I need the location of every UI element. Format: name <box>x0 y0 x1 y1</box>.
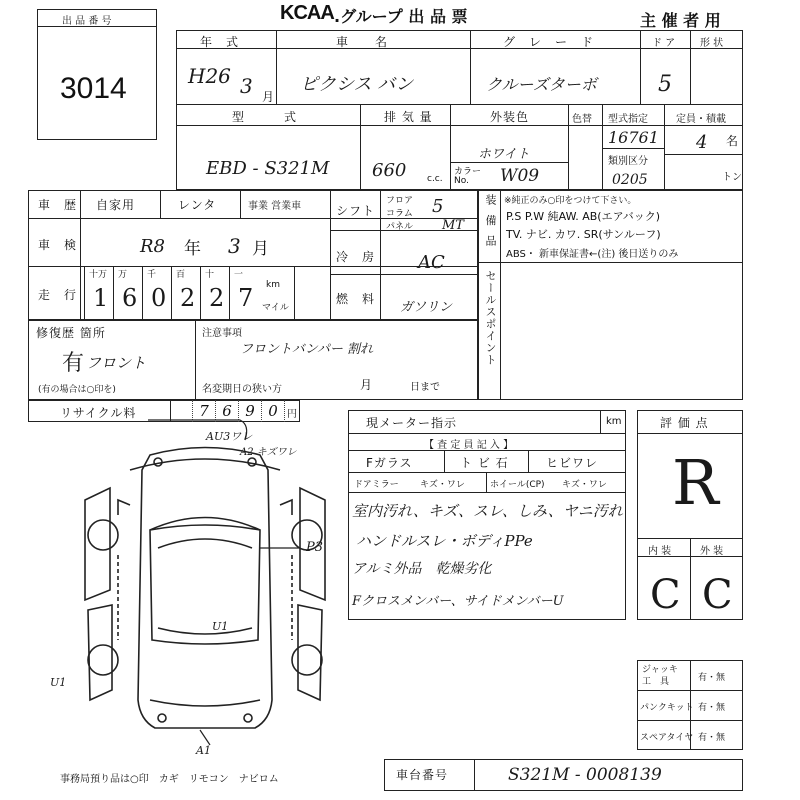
repair-text: フロント <box>86 354 147 372</box>
org-logo: KCAA <box>280 2 334 24</box>
shape-label: 形 状 <box>700 38 724 49</box>
month-unit: 月 <box>262 90 276 104</box>
recycle-unit: 円 <box>287 409 297 420</box>
damage-note-u1-side: U1 <box>50 676 67 689</box>
sales-point-label: セールスポイント <box>484 270 497 366</box>
row2-scratch-1: キズ・ワレ <box>420 480 465 490</box>
mileage-place-label: 千 <box>147 270 157 280</box>
capacity-label: 定員・積載 <box>676 114 726 125</box>
recycle-digit: 6 <box>216 400 239 422</box>
mileage-label: 走 行 <box>38 288 78 302</box>
damage-note-au3: AU3ワレ <box>206 430 253 443</box>
door-label: ド ア <box>652 38 676 49</box>
person-unit: 名 <box>726 134 740 148</box>
inspector-note-1: 室内汚れ、キズ、スレ、しみ、ヤニ汚れ <box>352 502 623 520</box>
displacement-label: 排 気 量 <box>384 110 433 124</box>
row2-door-mirror: ドアミラー <box>354 480 399 490</box>
year-label: 年 式 <box>200 35 240 49</box>
mileage-place-label: 一 <box>234 270 244 280</box>
interior-label: 内 装 <box>648 546 672 557</box>
repair-mark: 有 <box>62 351 85 376</box>
mileage-digit-cell <box>84 266 113 320</box>
mileage-place-label: 十 <box>205 270 215 280</box>
shift-column: コラム <box>386 209 413 219</box>
col-crack: ヒビワレ <box>546 456 599 470</box>
color-value: ホワイト <box>478 147 530 162</box>
expiry-day-unit: 日まで <box>410 382 440 393</box>
inspector-note-4: Fクロスメンバー、サイドメンバーU <box>352 594 564 609</box>
door-value: 5 <box>658 72 672 97</box>
history-option-rental: レンタ <box>178 198 217 212</box>
model-value: EBD - S321M <box>206 158 330 179</box>
fuel-value: ガソリン <box>400 300 453 315</box>
caution-label: 注意事項 <box>202 328 242 339</box>
form-title: .グループ 出 品 票 <box>334 7 468 26</box>
car-name-value: ピクシス バン <box>300 74 414 95</box>
history-label: 車 歴 <box>38 198 78 212</box>
col-chip: ト ビ 石 <box>460 456 509 470</box>
lot-number-label: 出 品 番 号 <box>62 16 112 27</box>
row2-scratch-2: キズ・ワレ <box>562 480 607 490</box>
category-label: 類別区分 <box>608 156 648 167</box>
equipment-line-3: ABS・ 新車保証書←(注) 後日送りのみ <box>506 249 679 260</box>
exterior-label: 外 装 <box>700 546 724 557</box>
type-spec-value: 16761 <box>608 128 659 147</box>
shaken-month-value: 3 <box>228 234 241 258</box>
exterior-value: C <box>702 572 733 618</box>
puncture-kit-label: パンクキット <box>640 703 694 713</box>
mileage-digit-cell <box>200 266 229 320</box>
repair-label: 修復歴 箇所 <box>36 326 106 340</box>
rating-value: R <box>672 446 719 519</box>
color-no-label: カラー No. <box>454 167 482 186</box>
expiry-label: 名変期日の狭い方 <box>202 384 282 395</box>
equipment-label: 装 備 品 <box>484 194 497 249</box>
chassis-value: S321M - 0008139 <box>508 765 662 785</box>
office-items-note: 事務局預り品は○印 カギ リモコン ナビロム <box>60 774 279 785</box>
shift-value-mt: MT <box>442 218 464 233</box>
equipment-note: ※純正のみ○印をつけて下さい。 <box>504 196 637 206</box>
mileage-digit: 7 <box>238 284 254 312</box>
grade-label: グ レ ー ド <box>503 35 595 49</box>
damage-note-p3: P3 <box>306 540 324 555</box>
history-option-business: 事業 営業車 <box>248 201 302 212</box>
expiry-month-unit: 月 <box>360 378 374 392</box>
mileage-digit-cell <box>113 266 142 320</box>
color-label: 外装色 <box>490 110 530 124</box>
recycle-digit: 9 <box>239 400 262 422</box>
mileage-digit: 2 <box>180 284 196 312</box>
jack-value: 有・無 <box>698 673 726 683</box>
shift-value: 5 <box>432 196 444 217</box>
mileage-unit-mile: マイル <box>262 303 289 313</box>
inspector-label: 【 査 定 員 記 入 】 <box>424 440 514 451</box>
shift-panel: パネル <box>386 222 414 232</box>
interior-value: C <box>650 572 681 618</box>
damage-note-a2: A2 キズワレ <box>240 447 297 458</box>
col-fglass: Fガラス <box>366 456 413 470</box>
equipment-line-2: TV. ナビ. カワ. SR(サンルーフ) <box>506 228 661 241</box>
caution-value: フロントバンパー 割れ <box>240 342 373 357</box>
mileage-place-label: 十万 <box>89 270 108 280</box>
color-change-label: 色替 <box>572 114 592 125</box>
grade-value: クルーズターボ <box>486 75 597 94</box>
recycle-label: リサイクル料 <box>60 406 137 420</box>
cooler-value: AC <box>418 252 445 273</box>
history-option-private: 自家用 <box>96 198 136 212</box>
model-label: 型 式 <box>232 110 298 124</box>
shaken-year-unit: 年 <box>184 239 202 259</box>
lot-number-value: 3014 <box>60 72 127 105</box>
shaken-year-value: R8 <box>140 236 166 257</box>
mileage-unit-km: km <box>266 280 280 290</box>
mileage-digit: 2 <box>209 284 225 312</box>
recycle-digit <box>170 400 193 422</box>
type-spec-label: 型式指定 <box>608 114 648 125</box>
shift-floor: フロア <box>386 196 414 206</box>
mileage-place-label: 百 <box>176 270 186 280</box>
cooler-label: 冷 房 <box>336 250 376 264</box>
puncture-kit-value: 有・無 <box>698 703 726 713</box>
damage-note-u1-roof: U1 <box>212 620 229 633</box>
mileage-digit: 6 <box>122 284 138 312</box>
month-value: 3 <box>240 74 253 98</box>
mileage-digit-cell <box>171 266 200 320</box>
car-name-label: 車 名 <box>336 35 389 49</box>
shaken-label: 車 検 <box>38 238 78 252</box>
shaken-month-unit: 月 <box>252 239 270 259</box>
host-label: 主 催 者 用 <box>640 11 721 30</box>
inspector-note-2: ハンドルスレ・ボディPPe <box>356 532 533 550</box>
year-value: H26 <box>188 64 231 88</box>
cc-unit: c.c. <box>427 174 443 184</box>
displacement-value: 660 <box>372 160 407 181</box>
row2-wheel: ホイール(CP) <box>490 480 545 490</box>
mileage-digit-cell <box>229 266 258 320</box>
shift-label: シフト <box>336 204 376 218</box>
meter-label: 現メーター指示 <box>366 416 458 430</box>
jack-label: ジャッキ 工 具 <box>642 665 678 687</box>
recycle-digit: 7 <box>193 400 216 422</box>
recycle-digit: 0 <box>262 400 285 422</box>
meter-unit: km <box>606 416 622 427</box>
inspector-note-3: アルミ外品 乾燥劣化 <box>352 561 492 577</box>
rating-label: 評 価 点 <box>660 416 709 430</box>
ton-unit: トン <box>722 172 742 183</box>
capacity-value: 4 <box>696 132 708 153</box>
mileage-digit: 1 <box>93 284 109 312</box>
spare-tire-value: 有・無 <box>698 733 726 743</box>
equipment-line-1: P.S P.W 純AW. AB(エアバック) <box>506 210 660 223</box>
color-no-value: W09 <box>500 166 540 186</box>
mileage-digit-cell <box>142 266 171 320</box>
damage-note-a1: A1 <box>196 744 211 757</box>
repair-note: (有の場合は○印を) <box>38 385 116 395</box>
mileage-place-label: 万 <box>118 270 128 280</box>
chassis-label: 車台番号 <box>396 768 449 782</box>
spare-tire-label: スペアタイヤ <box>640 733 694 743</box>
fuel-label: 燃 料 <box>336 292 376 306</box>
category-value: 0205 <box>612 172 648 188</box>
mileage-digit: 0 <box>151 284 167 312</box>
